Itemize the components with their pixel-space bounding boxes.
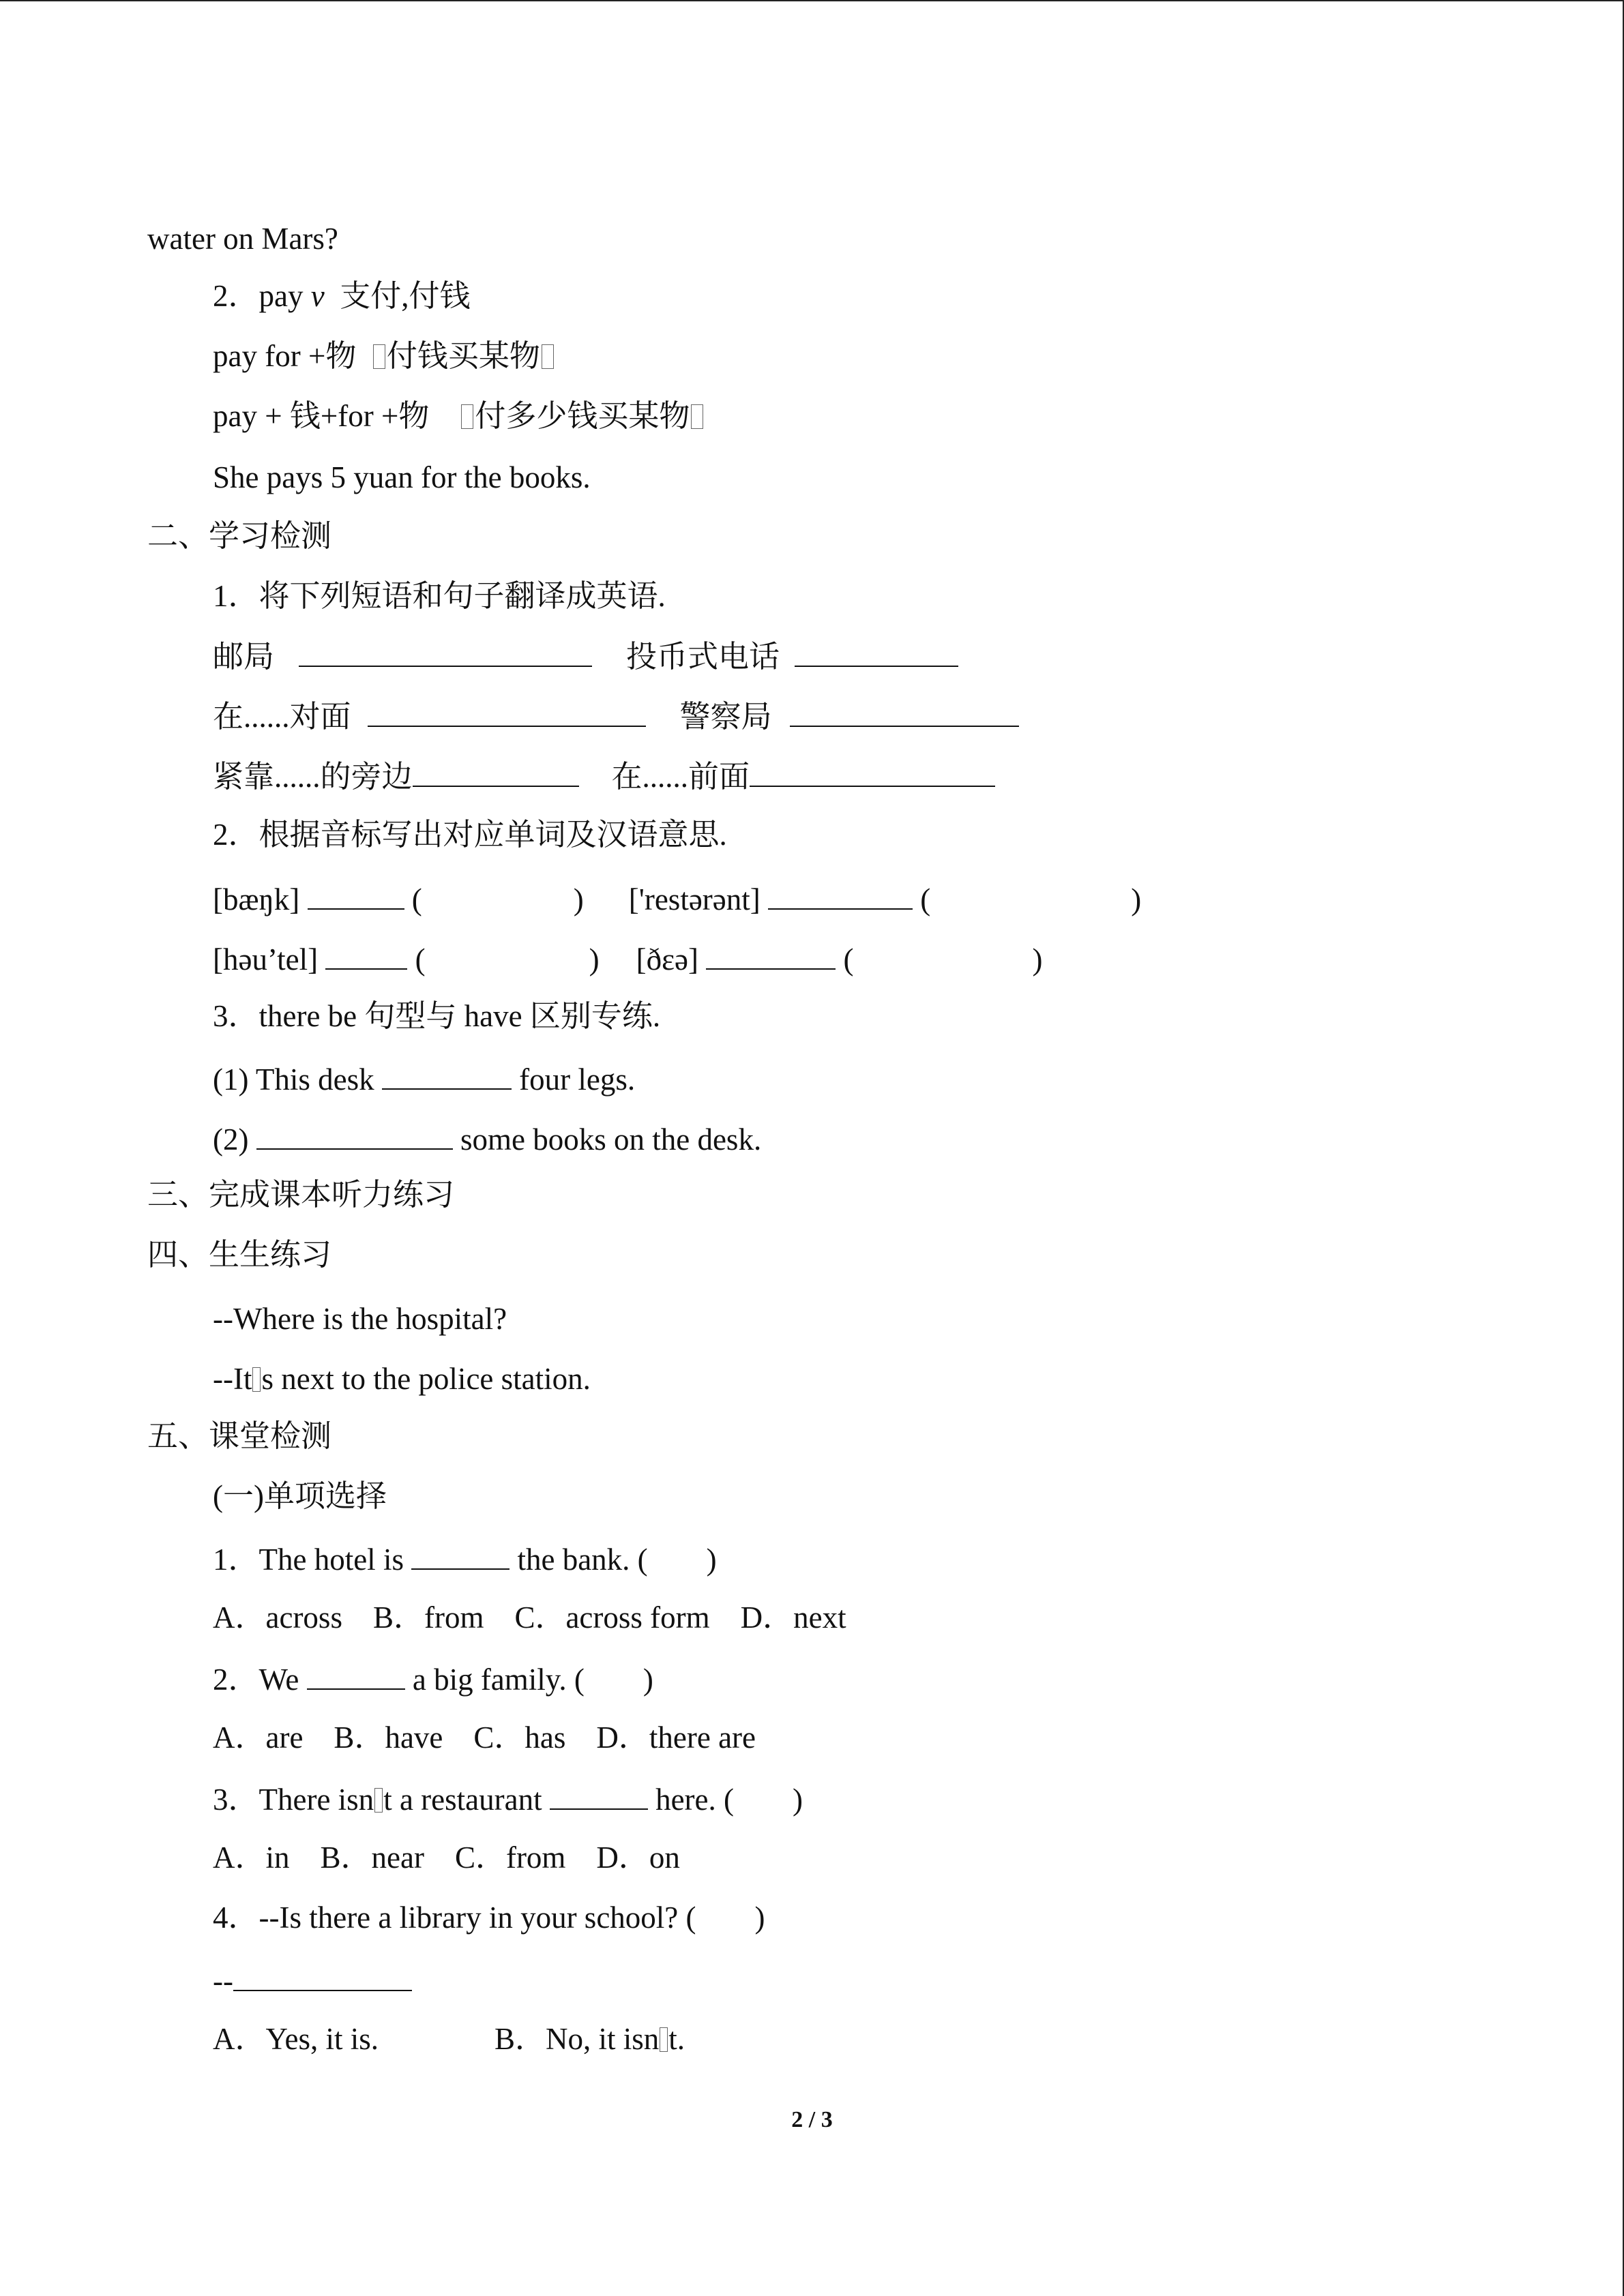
mc-options-4: A．Yes, it is. B．No, it isn t. <box>213 2022 685 2056</box>
answer-blank[interactable] <box>308 882 404 910</box>
subsection-heading: (一)单项选择 <box>213 1479 387 1513</box>
vocab-pay-money: pay + 钱+for +物 付多少钱买某物 <box>213 401 705 432</box>
missing-glyph-icon <box>691 404 703 429</box>
translate-row-2: 在......对面 警察局 <box>213 700 1019 732</box>
missing-glyph-icon <box>374 1788 383 1813</box>
top-border <box>0 0 1624 1</box>
mc-options-3: A．in B．near C．from D．on <box>213 1840 680 1875</box>
answer-blank[interactable] <box>307 1663 405 1690</box>
mc-options-1: A．across B．from C．across form D．next <box>213 1600 846 1635</box>
mc-question-3: 3．There isn t a restaurant here. ( ) <box>213 1783 803 1817</box>
missing-glyph-icon <box>461 404 473 429</box>
answer-blank[interactable] <box>795 640 958 667</box>
answer-blank[interactable] <box>750 760 995 787</box>
dialogue-line-1: --Where is the hospital? <box>213 1302 507 1336</box>
phonetic-row-1: [bæŋk] ( ) ['restərənt] ( ) <box>213 882 1142 916</box>
continued-line: water on Mars? <box>147 222 338 256</box>
vocab-pay: 2．pay v 支付,付钱 <box>213 279 471 313</box>
mc-options-2: A．are B．have C．has D．there are <box>213 1720 756 1755</box>
section-heading-3: 三、完成课本听力练习 <box>147 1178 455 1212</box>
missing-glyph-icon <box>373 344 385 369</box>
answer-blank[interactable] <box>413 760 579 787</box>
answer-blank[interactable] <box>768 882 913 910</box>
question-1: 1．将下列短语和句子翻译成英语. <box>213 579 666 613</box>
answer-blank[interactable] <box>790 700 1019 727</box>
mc-question-2: 2．We a big family. ( ) <box>213 1663 653 1697</box>
missing-glyph-icon <box>542 344 554 369</box>
translate-row-3: 紧靠......的旁边 在......前面 <box>213 760 995 792</box>
missing-glyph-icon <box>252 1367 261 1392</box>
question-2: 2．根据音标写出对应单词及汉语意思. <box>213 818 727 852</box>
missing-glyph-icon <box>660 2027 668 2052</box>
phonetic-row-2: [həu’tel] ( ) [ðɛə] ( ) <box>213 942 1043 976</box>
example-sentence: She pays 5 yuan for the books. <box>213 460 591 494</box>
page-number: 2 / 3 <box>791 2107 833 2132</box>
dialogue-line-2: --It s next to the police station. <box>213 1362 591 1396</box>
answer-blank[interactable] <box>550 1783 648 1810</box>
mc-question-1: 1．The hotel is the bank. ( ) <box>213 1542 717 1577</box>
answer-blank[interactable] <box>368 700 646 727</box>
question-3: 3．there be 句型与 have 区别专练. <box>213 999 661 1033</box>
answer-blank[interactable] <box>256 1122 453 1150</box>
answer-blank[interactable] <box>382 1062 512 1090</box>
mc-question-4: 4．--Is there a library in your school? ( ) <box>213 1900 765 1935</box>
question-3-2: (2) some books on the desk. <box>213 1122 762 1157</box>
answer-blank[interactable] <box>325 942 407 970</box>
question-3-1: (1) This desk four legs. <box>213 1062 636 1097</box>
translate-row-1: 邮局 投币式电话 <box>213 640 958 672</box>
answer-blank[interactable] <box>411 1542 510 1570</box>
section-heading-5: 五、课堂检测 <box>147 1419 332 1453</box>
vocab-pay-for: pay for +物 付钱买某物 <box>213 341 555 372</box>
section-heading-4: 四、生生练习 <box>147 1238 332 1272</box>
mc-answer-line-4: -- <box>213 1964 412 1997</box>
answer-blank[interactable] <box>233 1964 412 1991</box>
answer-blank[interactable] <box>706 942 836 970</box>
answer-blank[interactable] <box>299 640 592 667</box>
section-heading-2: 二、学习检测 <box>147 519 332 553</box>
